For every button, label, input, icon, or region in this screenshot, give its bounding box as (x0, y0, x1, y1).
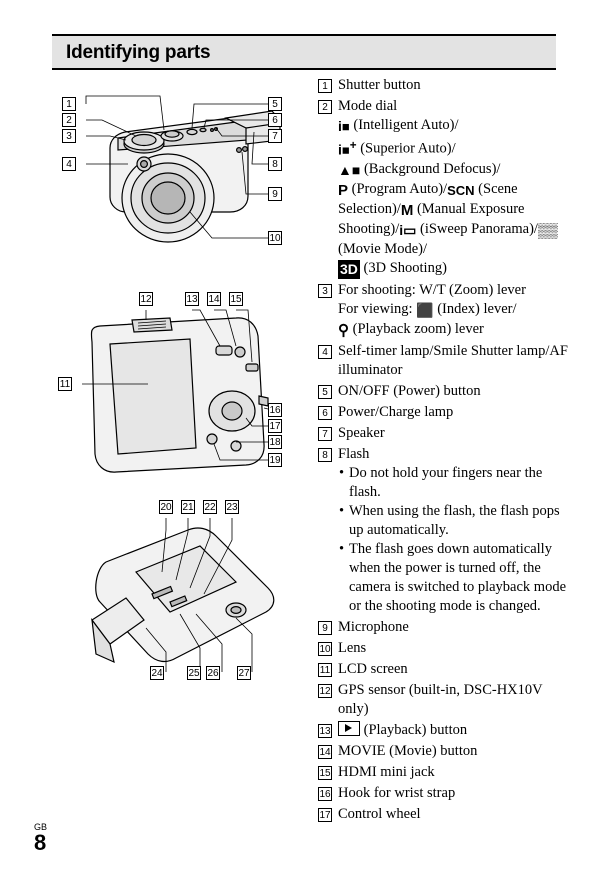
part-item-15 (318, 763, 570, 782)
part-number: 1 (318, 79, 332, 93)
callout-24: 24 (151, 668, 163, 679)
part-label: ON/OFF (Power) button (338, 382, 481, 399)
play-icon (338, 721, 360, 736)
part-item-12 (318, 681, 570, 719)
part-number: 2 (318, 100, 332, 114)
part-item-3 (318, 281, 570, 340)
callout-12: 12 (140, 294, 152, 305)
part-label: MOVIE (Movie) button (338, 742, 478, 759)
part-number: 7 (318, 427, 332, 441)
part-number: 14 (319, 746, 331, 758)
callout-6: 6 (268, 113, 282, 127)
zoom-lever-detail: For viewing: ⬛ (Index) lever/ ⚲ (Playback zoom) lever (338, 300, 517, 339)
callout-1: 1 (62, 97, 76, 111)
part-label: Speaker (338, 424, 385, 441)
callout-15: 15 (230, 294, 242, 305)
callout-19: 19 (269, 455, 281, 466)
part-label (338, 97, 570, 279)
part-number: 9 (318, 621, 332, 635)
mode-dial-detail: i■ (Intelligent Auto)/ i■+ (Superior Auto)/ ▲■ (Background Defocus)/ P (Program Auto)/SCN (Scene Selection)/M (Manual Exposure Shooting)/i▭ (iSweep Panorama)/▒▒ (Movie Mode)/ 3D (3D Shooting) (338, 117, 558, 277)
list-item: • Do not hold your fingers near the flash. (338, 464, 570, 502)
callout-3: 3 (62, 129, 76, 143)
camera-bottom-figure (40, 502, 310, 692)
callout-5: 5 (268, 97, 282, 111)
part-item-5 (318, 382, 570, 401)
callout-11: 11 (59, 379, 71, 390)
callout-8: 8 (268, 157, 282, 171)
part-number: 11 (319, 664, 331, 676)
part-label: HDMI mini jack (338, 763, 435, 780)
part-item-17 (318, 805, 570, 824)
part-item-6 (318, 403, 570, 422)
callout-25: 25 (188, 668, 200, 679)
part-number: 8 (318, 448, 332, 462)
part-label: Power/Charge lamp (338, 403, 454, 420)
part-label: Microphone (338, 618, 409, 635)
part-label: Self-timer lamp/Smile Shutter lamp/AF illuminator (338, 342, 568, 378)
callout-2: 2 (62, 113, 76, 127)
part-item-14 (318, 742, 570, 761)
callout-16: 16 (269, 405, 281, 416)
part-item-1 (318, 76, 570, 95)
part-item-9 (318, 618, 570, 637)
part-label-text: Mode dial (338, 98, 398, 114)
list-item: • The flash goes down automatically when the power is turned off, the camera is switched to playback mode or the shooting mode is changed. (338, 540, 570, 616)
callout-14: 14 (208, 294, 220, 305)
page-number: 8 (34, 830, 47, 855)
callout-22: 22 (204, 502, 216, 513)
part-number: 5 (318, 385, 332, 399)
callout-9: 9 (268, 187, 282, 201)
callout-4: 4 (62, 157, 76, 171)
section-title-bar (52, 34, 556, 70)
part-label: Hook for wrist strap (338, 784, 456, 801)
page-title: Identifying parts (66, 42, 211, 63)
parts-list (318, 76, 570, 826)
callout-27: 27 (238, 668, 250, 679)
page-footer (34, 822, 47, 854)
callout-7: 7 (268, 129, 282, 143)
callout-26: 26 (207, 668, 219, 679)
part-item-11 (318, 660, 570, 679)
list-item: • When using the flash, the flash pops up automatically. (338, 502, 570, 540)
camera-bottom-illustration (40, 502, 310, 692)
part-number: 15 (319, 767, 331, 779)
part-label-text: For shooting: W/T (Zoom) lever (338, 281, 526, 298)
part-label: GPS sensor (built-in, DSC-HX10V only) (338, 681, 543, 717)
part-number: 13 (319, 725, 331, 737)
part-item-2 (318, 97, 570, 279)
part-label: Lens (338, 639, 367, 656)
part-number: 3 (318, 284, 332, 298)
part-item-4 (318, 342, 570, 380)
part-label (338, 721, 570, 740)
part-label: LCD screen (338, 660, 408, 677)
callout-21: 21 (182, 502, 194, 513)
part-number: 16 (319, 788, 331, 800)
part-label-text: Flash (338, 445, 370, 462)
part-number: 4 (318, 345, 332, 359)
flash-notes (338, 464, 570, 616)
part-label-text: (Playback) button (363, 721, 468, 738)
part-number: 10 (319, 643, 331, 655)
part-number: 6 (318, 406, 332, 420)
callout-23: 23 (226, 502, 238, 513)
part-label: Shutter button (338, 77, 421, 93)
callout-13: 13 (186, 294, 198, 305)
part-item-13 (318, 721, 570, 740)
part-label (338, 281, 570, 340)
part-item-10 (318, 639, 570, 658)
part-item-16 (318, 784, 570, 803)
callout-20: 20 (160, 502, 172, 513)
part-number: 12 (319, 685, 331, 697)
part-label: Control wheel (338, 805, 421, 822)
camera-back-figure (40, 296, 310, 496)
callout-10: 10 (269, 233, 281, 244)
part-item-7 (318, 424, 570, 443)
callout-17: 17 (269, 421, 281, 432)
figures-column (40, 78, 310, 718)
region-code: GB (34, 822, 48, 832)
part-number: 17 (319, 809, 331, 821)
part-label (338, 445, 570, 616)
part-item-8 (318, 445, 570, 616)
callout-18: 18 (269, 437, 281, 448)
